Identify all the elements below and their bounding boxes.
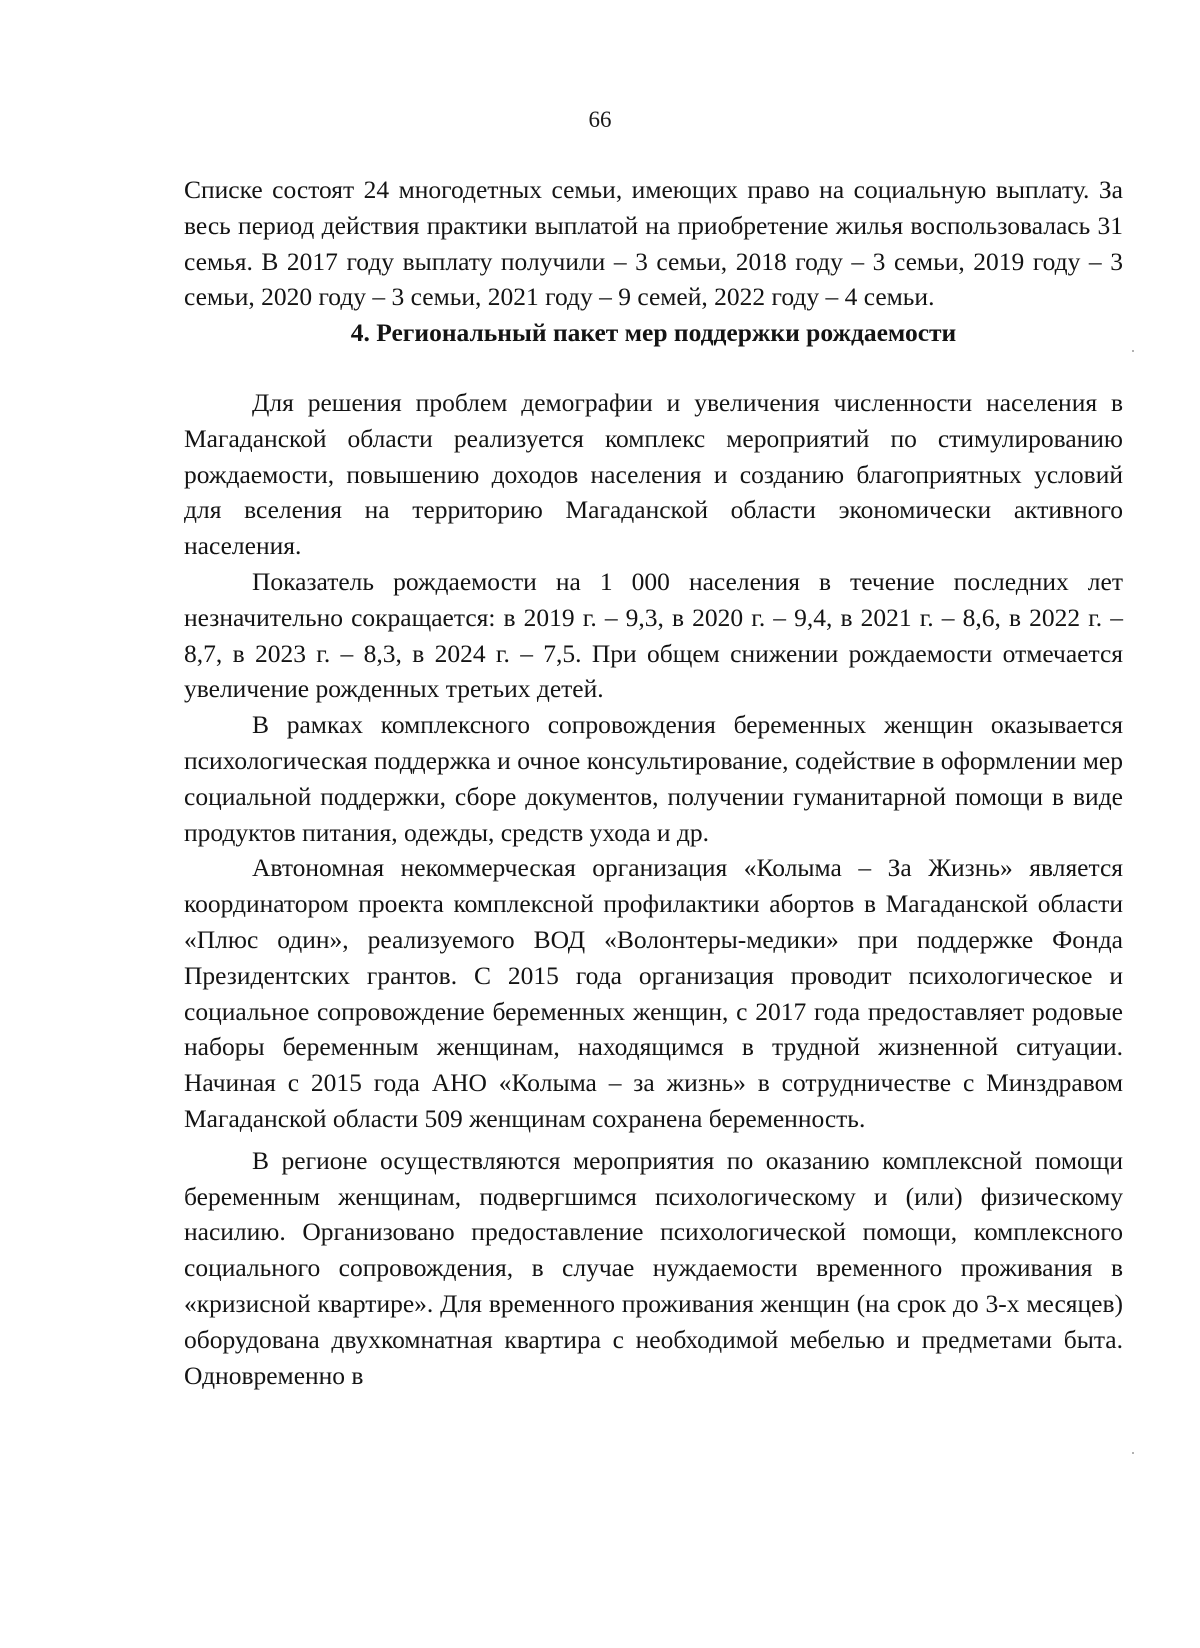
paragraph-pregnancy-support: В рамках комплексного сопровождения беременных женщин оказывается психологическая поддержка и очное консультирование, содействие в оформлении мер социальной поддержки, сборе документов, получении гуманитарной помощи в виде продуктов питания, одежды, средств ухода и др. bbox=[184, 710, 1123, 847]
section-heading: 4. Региональный пакет мер поддержки рождаемости bbox=[350, 318, 957, 348]
document-body bbox=[184, 172, 1123, 1393]
paragraph-birth-rate: Показатель рождаемости на 1 000 населения в течение последних лет незначительно сокращается: в 2019 г. – 9,3, в 2020 г. – 9,4, в 2021 г. – 8,6, в 2022 г. – 8,7, в 2023 г. – 8,3, в 2024 г. – 7,5. При общем снижении рождаемости отмечается увеличение рожденных третьих детей. bbox=[184, 566, 1123, 704]
paragraph-crisis-apartment: В регионе осуществляются мероприятия по оказанию комплексной помощи беременным женщинам, подвергшимся психологическому и (или) физическому насилию. Организовано предоставление психологической помощи, комплексного социального сопровождения, в случае нуждаемости временного проживания в «кризисной квартире». Для временного проживания женщин (на срок до 3-х месяцев) оборудована двухкомнатная квартира с необходимой мебелью и предметами быта. Одновременно в bbox=[184, 1145, 1123, 1390]
scan-speck bbox=[1132, 1452, 1134, 1454]
paragraph-large-families: Списке состоят 24 многодетных семьи, имеющих право на социальную выплату. За весь период действия практики выплатой на приобретение жилья воспользовалась 31 семья. В 2017 году выплату получили – 3 семьи, 2018 году – 3 семьи, 2019 году – 3 семьи, 2020 году – 3 семьи, 2021 году – 9 семей, 2022 году – 4 семьи. bbox=[184, 175, 1123, 312]
scan-speck bbox=[1132, 350, 1134, 352]
paragraph-kolyma-organization: Автономная некоммерческая организация «Колыма – За Жизнь» является координатором проекта комплексной профилактики абортов в Магаданской области «Плюс один», реализуемого ВОД «Волонтеры-медики» при поддержке Фонда Президентских грантов. С 2015 года организация проводит психологическое и социальное сопровождение беременных женщин, с 2017 года предоставляет родовые наборы беременным женщинам, находящимся в трудной жизненной ситуации. Начиная с 2015 года АНО «Колыма – за жизнь» в сотрудничестве с Минздравом Магаданской области 509 женщинам сохранена беременность. bbox=[184, 853, 1123, 1133]
paragraph-demography: Для решения проблем демографии и увеличения численности населения в Магаданской области реализуется комплекс мероприятий по стимулированию рождаемости, повышению доходов населения и созданию благоприятных условий для вселения на территорию Магаданской области экономически активного населения. bbox=[184, 387, 1123, 561]
page-number: 66 bbox=[588, 107, 612, 132]
